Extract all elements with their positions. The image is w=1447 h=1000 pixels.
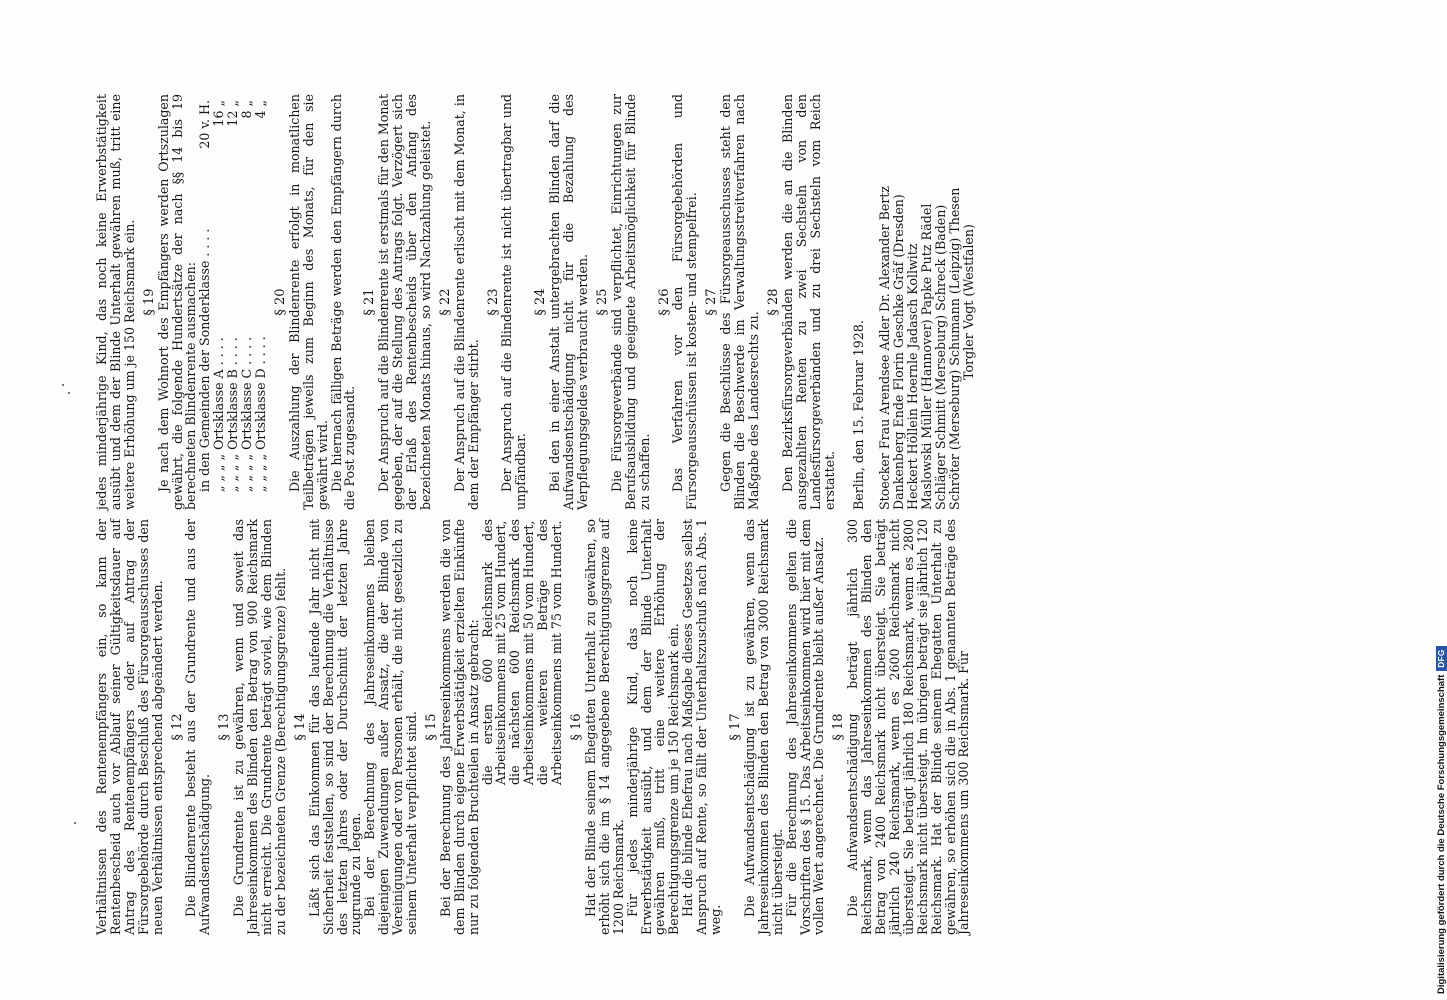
right-column — [95, 94, 1315, 510]
paragraph: Bei den in einer Anstalt untergebrachten Blinden darf die Aufwandsentschädigung nicht für die Bezahlung des Verpflegungsgeldes verbraucht werden. — [547, 94, 590, 510]
section-heading: § 20 — [272, 288, 288, 316]
section-heading: § 24 — [533, 288, 549, 316]
rate-label: „ „ „ „ Ortsklasse C . . . . — [239, 336, 255, 492]
rate-value: 12 „ — [225, 100, 241, 127]
scan-speck — [62, 384, 64, 386]
section-heading: § 19 — [141, 288, 157, 316]
rate-value: 20 v. H. — [197, 100, 213, 149]
rates-table — [198, 94, 268, 510]
rate-row — [198, 94, 212, 492]
rate-label: „ „ „ „ Ortsklasse B . . . . — [225, 337, 241, 492]
signatories — [878, 94, 975, 510]
signatory-line: Stoecker Frau Arendsee Adler Dr. Alexander Bertz — [877, 185, 893, 510]
scan-speck — [68, 392, 70, 394]
section-heading: § 23 — [485, 288, 501, 316]
section-heading: § 13 — [217, 713, 233, 741]
paragraph: Gegen die Beschlüsse des Fürsorgeausschusses steht den Blinden die Beschwerde im Verwaltungsstreitverfahren nach Maßgabe des Landesrechts zu. — [718, 94, 761, 510]
formula-line: die weiteren Beträge des Arbeitseinkommens mit 75 vom Hundert. — [535, 519, 565, 785]
paragraph: Für die Berechnung des Jahreseinkommens gelten die Vorschriften des § 15. Das Arbeitseinkommen wird hier mit dem vollen Wert angerechnet. Die Grundrente bleibt außer Ansatz. — [783, 519, 827, 935]
section-heading: § 14 — [292, 713, 308, 741]
rate-label: „ „ „ „ Ortsklasse A . . . . — [211, 337, 227, 492]
signatory-line: Schläger Schmitt (Merseburg) Schreck (Baden) — [932, 204, 948, 510]
paragraph: Der Anspruch auf die Blindenrente ist nicht übertragbar und unpfändbar. — [499, 94, 529, 510]
paragraph: Bei der Berechnung des Jahreseinkommens bleiben diejenigen Zuwendungen außer Ansatz, die der Blinde von Vereinigungen oder von Personen erhält, die nicht gesetzlich zu seinem Unterhalt verpflichtet sind. — [362, 519, 420, 935]
rate-row — [226, 94, 240, 492]
left-column — [95, 519, 1315, 935]
paragraph: Die Blindenrente besteht aus der Grundrente und aus der Aufwandsentschädigung. — [183, 519, 213, 935]
rate-row — [254, 94, 268, 492]
date-line: Berlin, den 15. Februar 1928. — [851, 320, 867, 510]
signatory-line: Schröter (Merseburg) Schumann (Leipzig) Thesen — [946, 187, 962, 510]
rate-row — [212, 94, 226, 492]
rate-value: 16 „ — [211, 100, 227, 127]
paragraph: Den Bezirksfürsorgeverbänden werden die an die Blinden ausgezahlten Renten zu zwei Sechsteln von den Landesfürsorgeverbänden und zu drei Sechsteln vom Reich erstattet. — [779, 94, 837, 510]
paragraph: Je nach dem Wohnort des Empfängers werden Ortszulagen gewährt, die folgende Hundertsätze der nach §§ 14 bis 19 berechneten Blindenrente ausmachen: — [155, 94, 199, 510]
paragraph: Für jedes minderjährige Kind, das noch keine Erwerbstätigkeit ausübt, und dem der Blinde Unterhalt gewähren muß, tritt eine weitere Erhöhung der Berechtigungsgrenze um je 150 Reichsmark ein. — [624, 519, 682, 935]
formula-line: die nächsten 600 Reichsmark des Arbeitseinkommens mit 50 vom Hundert, — [507, 519, 537, 785]
rate-label: „ „ „ „ Ortsklasse D . . . . — [252, 336, 268, 492]
paragraph: Die hiernach fälligen Beträge werden den Empfängern durch die Post zugesandt. — [328, 94, 358, 510]
paragraph: Verhältnissen des Rentenempfängers ein, so kann der Rentenbescheid auch vor Ablauf seiner Gültigkeitsdauer auf Antrag des Rentenempfängers oder auf Antrag der Fürsorgebehörde durch Beschluß des Fürsorgeausschusses den neuen Verhältnissen entsprechend abgeändert werden. — [94, 519, 165, 935]
paragraph: Der Anspruch auf die Blindenrente ist erstmals für den Monat gegeben, der auf die Stellung des Antrags folgt. Verzögert sich der Erlaß des Rentenbescheids über den Anfang des bezeichneten Monats hinaus, so wird Nachzahlung geleistet. — [376, 94, 433, 510]
signatory-line: Heckert Höllein Hoernle Jadasch Kollwitz — [905, 243, 921, 510]
section-heading: § 18 — [831, 713, 847, 741]
rate-label: in den Gemeinden der Sonderklasse . . . . — [197, 228, 213, 492]
paragraph: Bei der Berechnung des Jahreseinkommens werden die von dem Blinden durch eigene Erwerbstätigkeit erzielten Einkünfte nur zu folgenden Bruchteilen in Ansatz gebracht: — [437, 519, 481, 935]
section-heading: § 22 — [437, 288, 453, 316]
section-heading: § 15 — [423, 713, 439, 741]
paragraph: Der Anspruch auf die Blindenrente erlischt mit dem Monat, in dem der Empfänger stirbt. — [451, 94, 481, 510]
section-heading: § 26 — [656, 288, 672, 316]
credit-text: Digitalisierung gefördert durch die Deutsche Forschungsgemeinschaft — [1436, 674, 1447, 994]
signatory-line: Maslowski Müller (Hannover) Papke Putz Rädel — [919, 203, 935, 510]
paragraph: Die Aufwandsentschädigung ist zu gewähren, wenn das Jahreseinkommen des Blinden den Betrag von 3000 Reichsmark nicht übersteigt. — [741, 519, 785, 935]
signatory-line: Torgler Vogt (Westfalen) — [960, 224, 976, 380]
scan-speck — [74, 822, 76, 824]
paragraph: Das Verfahren vor den Fürsorgebehörden und Fürsorgeausschüssen ist kosten- und stempelfrei. — [670, 94, 700, 510]
paragraph: jedes minderjährige Kind, das noch keine Erwerbstätigkeit ausübt und dem der Blinde Unterhalt gewähren muß, tritt eine weitere Erhöhung um je 150 Reichsmark ein. — [94, 94, 137, 510]
section-heading: § 27 — [704, 288, 720, 316]
section-heading: § 16 — [569, 713, 584, 741]
digitization-credit — [1436, 646, 1447, 994]
paragraph: Die Grundrente ist zu gewähren, wenn und soweit das Jahreseinkommen des Blinden den Betrag von 900 Reichsmark nicht erreicht. Die Grundrente beträgt soviel, wie dem Blinden zu der bezeichneten Grenze (Berechtigungsgrenze) fehlt. — [231, 519, 288, 935]
section-heading: § 21 — [362, 288, 378, 316]
dfg-logo: DFG — [1436, 646, 1447, 670]
rate-row — [240, 94, 254, 492]
paragraph: Die Auszahlung der Blindenrente erfolgt in monatlichen Teilbeträgen jeweils zum Beginn des Monats, für den sie gewährt wird. — [286, 94, 330, 510]
formula-line: die ersten 600 Reichsmark des Arbeitseinkommens mit 25 vom Hundert, — [479, 519, 509, 785]
paragraph: Hat der Blinde seinem Ehegatten Unterhalt zu gewähren, so erhöht sich die im § 14 angegebene Berechtigungsgrenze auf 1200 Reichsmark. — [582, 519, 626, 935]
section-heading: § 12 — [169, 713, 185, 741]
rate-value: 4 „ — [252, 100, 268, 119]
rotated-document-page — [95, 85, 1315, 935]
paragraph: Die Aufwandsentschädigung beträgt jährlich 300 Reichsmark, wenn das Jahreseinkommen des Blinden den Betrag von 2400 Reichsmark nicht übersteigt. Sie beträgt jährlich 240 Reichsmark, wenn es 2600 Reichsmark nicht übersteigt. Sie beträgt jährlich 180 Reichsmark, wenn es 2800 Reichsmark nicht übersteigt. Im übrigen beträgt sie jährlich 120 Reichsmark. Hat der Blinde seinem Ehegatten Unterhalt zu gewähren, so erhöhen sich die in Abs. 1 genannten Beträge des Jahreseinkommens um 300 Reichsmark. Für — [845, 519, 972, 935]
paragraph: Läßt sich das Einkommen für das laufende Jahr nicht mit Sicherheit feststellen, so sind der Berechnung die Verhältnisse des letzten Jahres oder der Durchschnitt der letzten Jahre zugrunde zu legen. — [306, 519, 364, 935]
section-heading: § 17 — [727, 713, 743, 741]
section-heading: § 28 — [765, 288, 781, 316]
rate-value: 8 „ — [239, 100, 255, 119]
paragraph: Die Fürsorgeverbände sind verpflichtet, Einrichtungen zur Berufsausbildung und geeignete Arbeitsmöglichkeit für Blinde zu schaffen. — [608, 94, 652, 510]
signatory-line: Dankenberg Ende Florin Geschke Gräf (Dresden) — [891, 194, 907, 510]
paragraph: Hat die blinde Ehefrau nach Maßgabe dieses Gesetzes selbst Anspruch auf Rente, so fällt der Unterhaltszuschuß nach Abs. 1 weg. — [680, 519, 724, 935]
section-heading: § 25 — [594, 288, 610, 316]
